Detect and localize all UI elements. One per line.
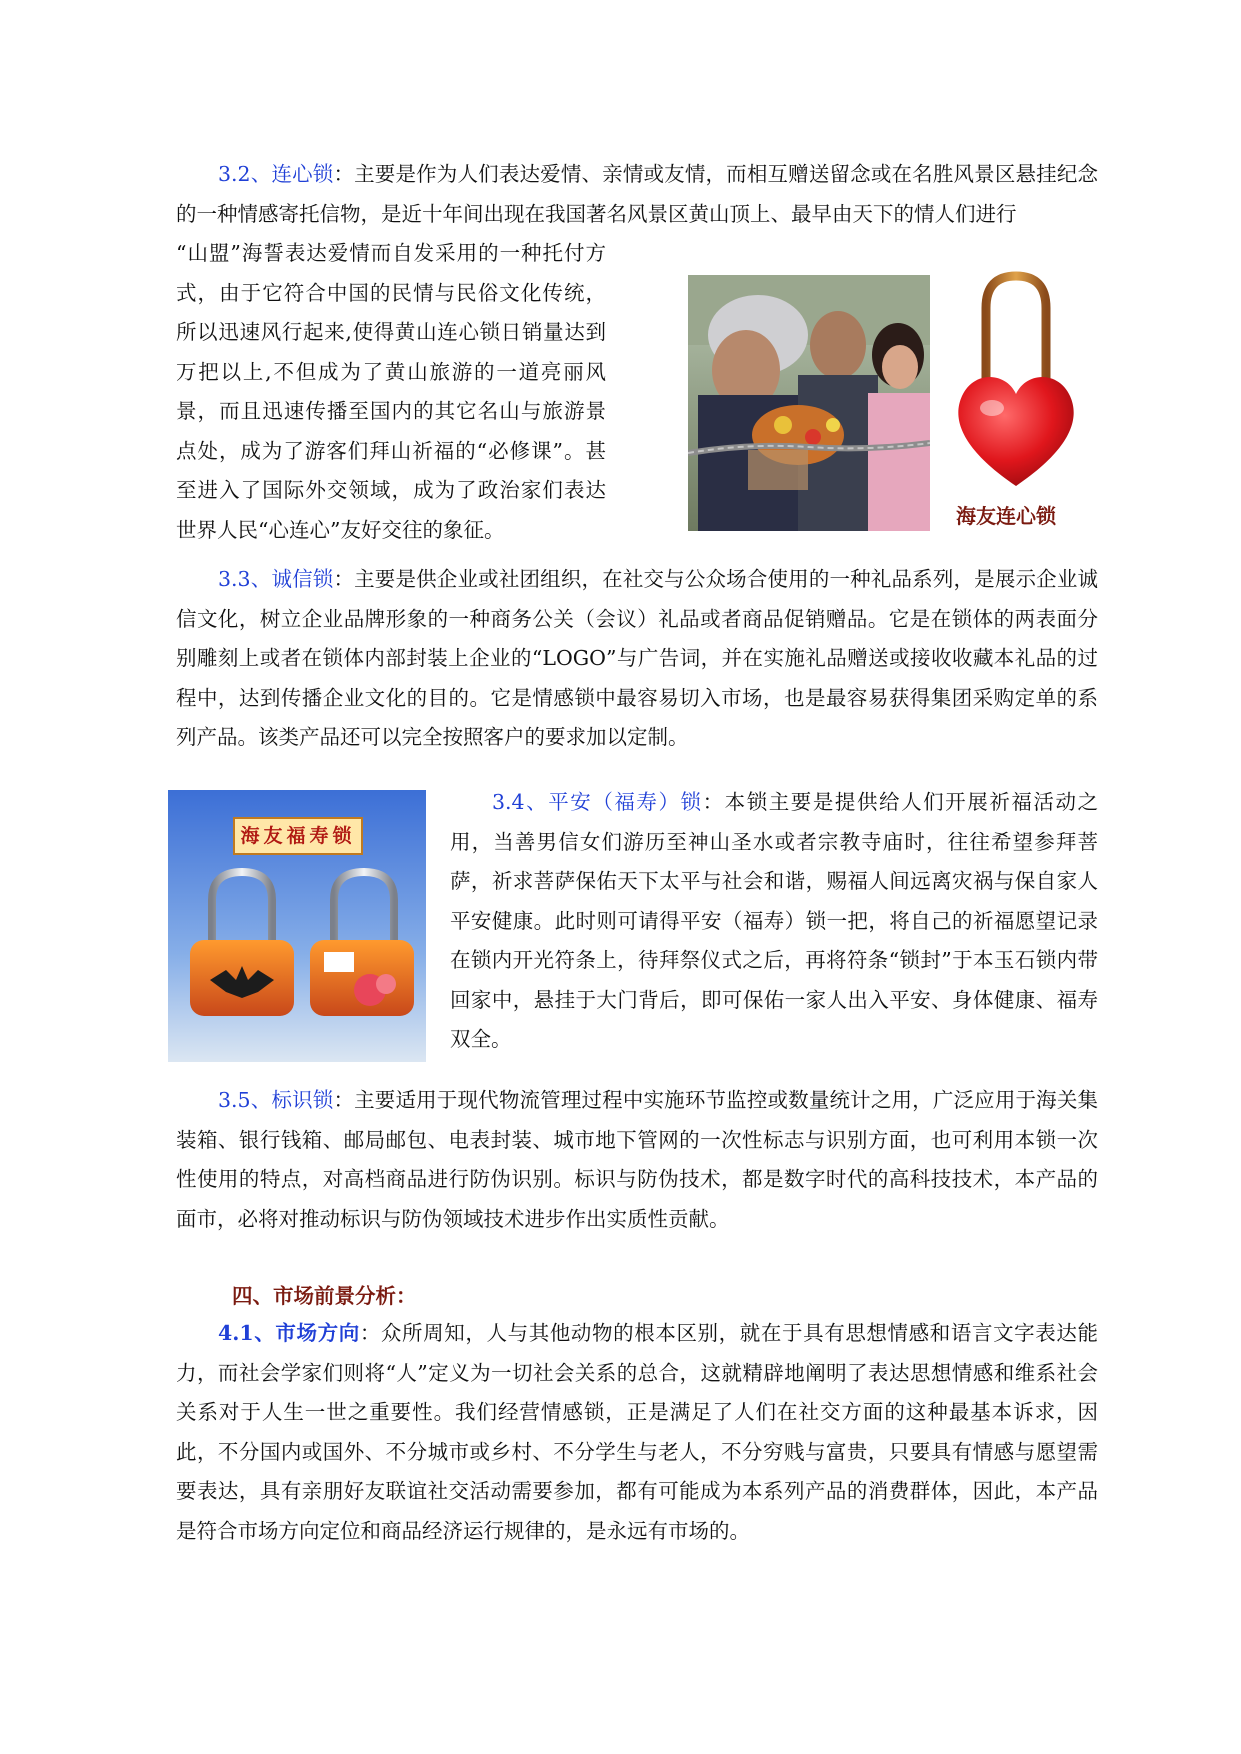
fortune-lock-sign: 海友福寿锁 — [240, 825, 356, 847]
section-3-3-text: ：主要是供企业或社团组织，在社交与公众场合使用的一种礼品系列，是展示企业诚信文化，树立企业品牌形象的一种商务公关（会议）礼品或者商品促销赠品。它是在锁体的两表面分别雕刻上或者在锁体内部封装上企业的“LOGO”与广告词，并在实施礼品赠送或接收收藏本礼品的过程中，达到传播企业文化的目的。它是情感锁中最容易切入市场，也是最容易获得集团采购定单的系列产品。该类产品还可以完全按照客户的要求加以定制。 — [176, 567, 1099, 749]
section-4-1-text: ：众所周知，人与其他动物的根本区别，就在于具有思想情感和语言文字表达能力，而社会学家们则将“人”定义为一切社会关系的总合，这就精辟地阐明了表达思想情感和维系社会关系对于人生一世之重要性。我们经营情感锁，正是满足了人们在社交方面的这种最基本诉求，因此，不分国内或国外、不分城市或乡村、不分学生与老人，不分穷贱与富贵，只要具有情感与愿望需要表达，具有亲朋好友联谊社交活动需要参加，都有可能成为本系列产品的消费群体，因此，本产品是符合市场方向定位和商品经济运行规律的，是永远有市场的。 — [176, 1321, 1099, 1543]
section-3-2-intro — [176, 155, 1098, 234]
people-locks-photo — [688, 275, 930, 531]
section-3-4-number: 3.4、 — [492, 790, 549, 814]
section-4-1 — [176, 1314, 1098, 1551]
section-3-2-title: 连心锁 — [271, 162, 334, 186]
section-3-2-body: “山盟”海誓表达爱情而自发采用的一种托付方式，由于它符合中国的民情与民俗文化传统，所以迅速风行起来,使得黄山连心锁日销量达到万把以上,不但成为了黄山旅游的一道亮丽风景，而且迅速传播至国内的其它名山与旅游景点处，成为了游客们拜山祈福的“必修课”。甚至进入了国际外交领域，成为了政治家们表达世界人民“心连心”友好交往的象征。 — [176, 241, 606, 542]
section-3-2-text: ：主要是作为人们表达爱情、亲情或友情，而相互赠送留念或在名胜风景区悬挂纪念的一种情感寄托信物，是近十年间出现在我国著名风景区黄山顶上、最早由天下的情人们进行 — [176, 162, 1099, 226]
section-3-4 — [450, 783, 1098, 1060]
section-4-1-number: 4.1、 — [218, 1321, 276, 1345]
fortune-lock-photo — [168, 790, 426, 1062]
section-3-5-title: 标识锁 — [271, 1088, 334, 1112]
heart-lock-caption: 海友连心锁 — [956, 504, 1056, 528]
section-3-5 — [176, 1081, 1098, 1239]
section-3-4-text: ：本锁主要是提供给人们开展祈福活动之用，当善男信女们游历至神山圣水或者宗教寺庙时，往往希望参拜菩萨，祈求菩萨保佑天下太平与社会和谐，赐福人间远离灾祸与保自家人平安健康。此时则可请得平安（福寿）锁一把，将自己的祈福愿望记录在锁内开光符条上，待拜祭仪式之后，再将符条“锁封”于本玉石锁内带回家中，悬挂于大门背后，即可保佑一家人出入平安、身体健康、福寿双全。 — [450, 790, 1099, 1051]
section-4-1-title: 市场方向 — [275, 1321, 360, 1345]
section-4-heading: 四、市场前景分析： — [232, 1284, 417, 1308]
section-3-5-text: ：主要适用于现代物流管理过程中实施环节监控或数量统计之用，广泛应用于海关集装箱、银行钱箱、邮局邮包、电表封装、城市地下管网的一次性标志与识别方面，也可利用本锁一次性使用的特点，对高档商品进行防伪识别。标识与防伪技术，都是数字时代的高科技技术，本产品的面市，必将对推动标识与防伪领域技术进步作出实质性贡献。 — [176, 1088, 1099, 1231]
section-3-3-title: 诚信锁 — [271, 567, 334, 591]
heart-lock-image — [950, 268, 1082, 530]
section-3-2-number: 3.2、 — [218, 162, 272, 186]
section-3-3 — [176, 560, 1098, 758]
section-3-5-number: 3.5、 — [218, 1088, 272, 1112]
section-3-4-title: 平安（福寿）锁 — [548, 790, 703, 814]
section-3-3-number: 3.3、 — [218, 567, 272, 591]
